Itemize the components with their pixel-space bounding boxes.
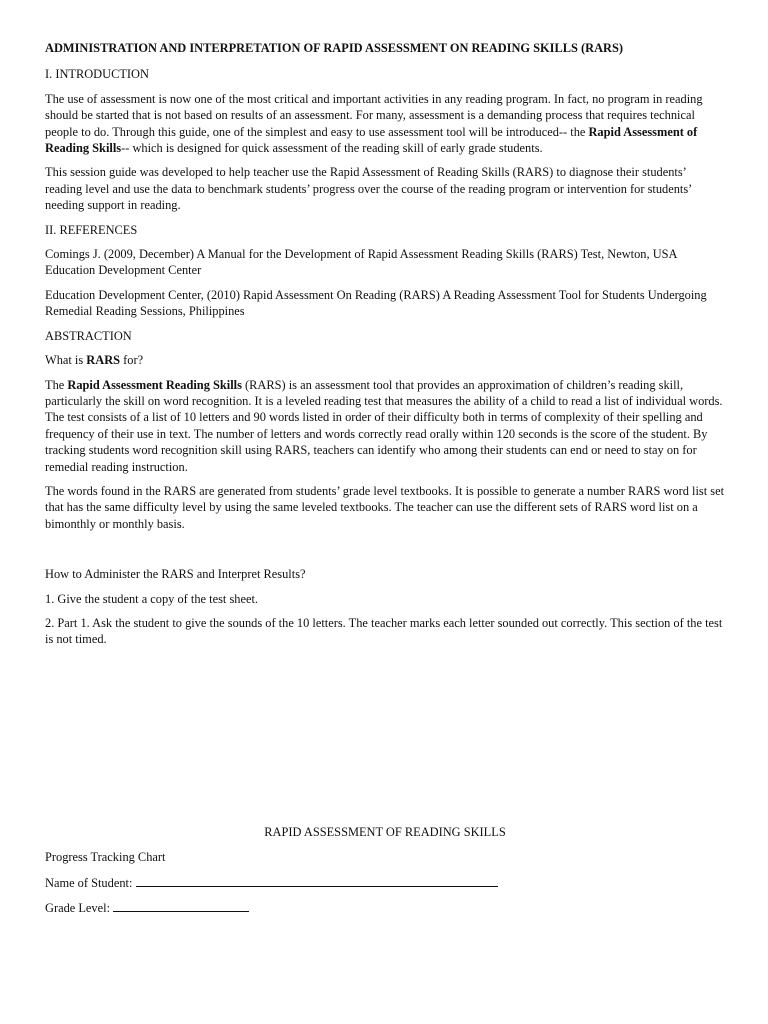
introduction-paragraph-2: This session guide was developed to help teacher use the Rapid Assessment of Reading Skills (RARS) to diagnose their students’ reading level and use the data to benchmark students’ progress over the course of the reading program or intervention for students’ needing support in reading. bbox=[45, 165, 692, 213]
introduction-heading: I. INTRODUCTION bbox=[45, 67, 149, 82]
document-page bbox=[45, 40, 725, 925]
grade-level-label: Grade Level: bbox=[45, 901, 111, 915]
student-name-field[interactable] bbox=[136, 875, 498, 887]
grade-level-row bbox=[45, 900, 725, 916]
administer-step-2: 2. Part 1. Ask the student to give the sounds of the 10 letters. The teacher marks each letter sounded out correctly. This section of the test is not timed. bbox=[45, 615, 723, 647]
introduction-paragraph-1 bbox=[45, 91, 725, 157]
administer-heading: How to Administer the RARS and Interpret Results? bbox=[45, 567, 306, 582]
intro-p1-text-b: -- which is designed for quick assessment of the reading skill of early grade students. bbox=[121, 141, 543, 156]
abs-p1-text-b: (RARS) is an assessment tool that provides an approximation of children’s reading skill, particularly the skill on word recognition. It is a leveled reading test that measures the ability of a child to read a list of individual words. The test consists of a list of 10 letters and 90 words listed in order of their difficulty both in terms of complexity of their spelling and frequency of their use in text. The number of letters and words correctly read orally within 120 seconds is the score of the student. By tracking students word recognition skill using RARS, teachers can identify who among their students can end or need to stay on for remedial reading instruction. bbox=[45, 377, 723, 474]
abstraction-heading: ABSTRACTION bbox=[45, 328, 132, 343]
question-bold: RARS bbox=[86, 353, 121, 368]
intro-p1-bold: Rapid Assessment of Reading Skills bbox=[45, 124, 698, 156]
question-text-a: What is bbox=[45, 353, 87, 368]
reference-item-2: Education Development Center, (2010) Rapid Assessment On Reading (RARS) A Reading Assessment Tool for Students Undergoing Remedial Reading Sessions, Philippines bbox=[45, 287, 707, 319]
administer-step-1: 1. Give the student a copy of the test sheet. bbox=[45, 591, 258, 606]
student-name-row bbox=[45, 875, 725, 891]
abs-p1-text-a: The bbox=[45, 377, 68, 392]
spacer-large bbox=[45, 656, 725, 824]
abstraction-question bbox=[45, 352, 725, 368]
spacer bbox=[45, 540, 725, 566]
grade-level-field[interactable] bbox=[113, 900, 249, 912]
abstraction-paragraph-2: The words found in the RARS are generated from students’ grade level textbooks. It is possible to generate a number RARS word list set that has the same difficulty level by using the same leveled textbooks. The teacher can use the different sets of RARS word list on a bimonthly or monthly basis. bbox=[45, 483, 725, 531]
document-title: ADMINISTRATION AND INTERPRETATION OF RAPID ASSESSMENT ON READING SKILLS (RARS) bbox=[45, 41, 623, 55]
chart-title: RAPID ASSESSMENT OF READING SKILLS bbox=[264, 824, 506, 839]
question-text-b: for? bbox=[120, 353, 144, 368]
intro-p1-text-a: The use of assessment is now one of the most critical and important activities in any reading program. In fact, no program in reading should be started that is not based on results of an assessment. For many, assessment is a demanding process that requires technical people to do. Through this guide, one of the simplest and easy to use assessment tool will be introduced-- the bbox=[45, 91, 703, 139]
student-name-label: Name of Student: bbox=[45, 875, 133, 890]
reference-item-1: Comings J. (2009, December) A Manual for the Development of Rapid Assessment Reading Skills (RARS) Test, Newton, USA Education Development Center bbox=[45, 247, 677, 278]
chart-subtitle: Progress Tracking Chart bbox=[45, 850, 166, 865]
references-heading: II. REFERENCES bbox=[45, 222, 138, 237]
abs-p1-bold: Rapid Assessment Reading Skills bbox=[67, 377, 242, 392]
abstraction-paragraph-1 bbox=[45, 377, 725, 475]
